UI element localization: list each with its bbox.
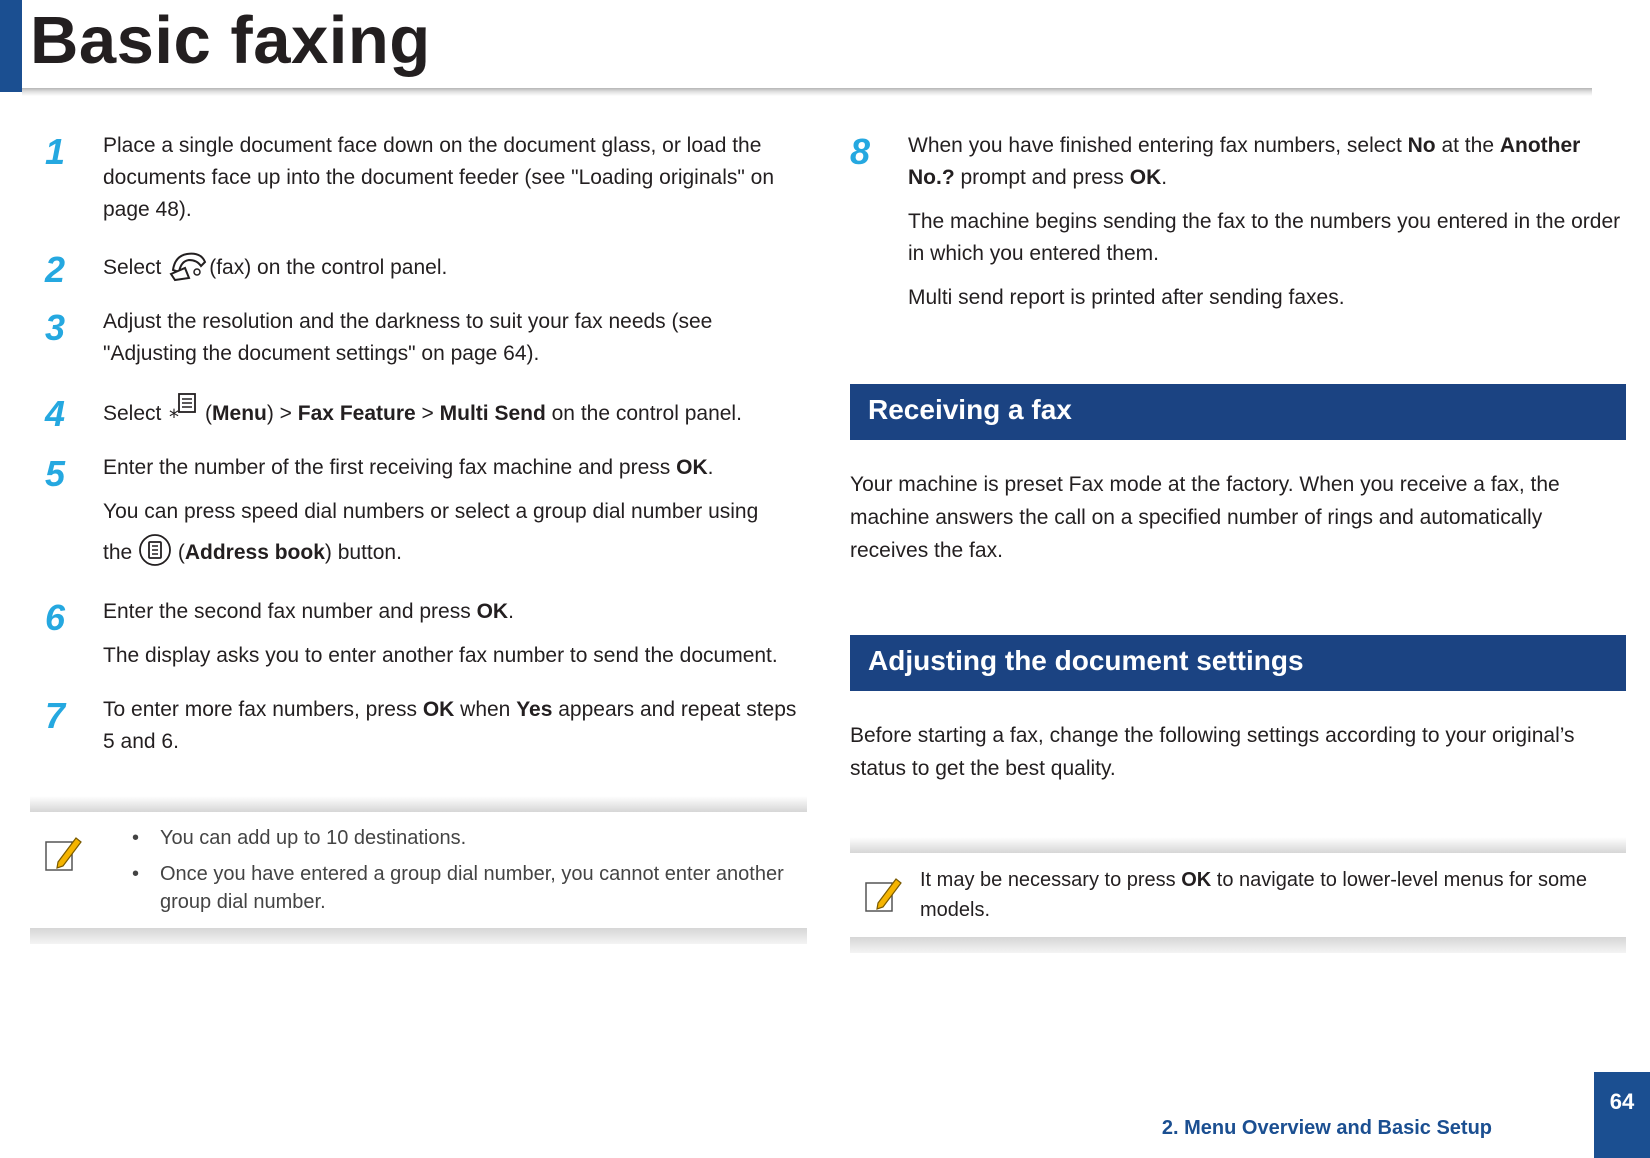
step-text-part: To enter more fax numbers, press: [103, 698, 423, 721]
step-text: [103, 694, 807, 758]
step-7: [45, 694, 807, 758]
fax-feature-label: Fax Feature: [297, 402, 416, 425]
step-text: [103, 392, 807, 430]
step-1: [45, 130, 807, 226]
fax-icon: [167, 248, 209, 282]
step-number: 6: [45, 597, 66, 638]
note-pencil-icon: [864, 873, 902, 913]
page-number: 64: [1594, 1072, 1650, 1158]
section-heading-adjusting: Adjusting the document settings: [850, 635, 1626, 691]
step-text: [103, 596, 807, 628]
step-number: 8: [850, 131, 871, 172]
note-text: [920, 865, 1616, 925]
svg-text:*: *: [169, 405, 180, 426]
step-text: [103, 532, 807, 574]
step-text: You can press speed dial numbers or select a group dial number using: [103, 500, 759, 523]
step-text-part: When you have finished entering fax numbers, select: [908, 134, 1408, 157]
step-text-part: (fax) on the control panel.: [209, 256, 448, 279]
step-text-part: ) button.: [324, 541, 402, 564]
step-text-part: Select: [103, 256, 168, 279]
right-column: [850, 130, 1626, 953]
step-text-part: the: [103, 541, 139, 564]
step-text-part: Enter the number of the first receiving fax machine and press: [103, 456, 677, 479]
footer-chapter: 2. Menu Overview and Basic Setup: [1161, 1117, 1492, 1139]
step-text-part: >: [415, 402, 440, 425]
step-text-part: .: [707, 456, 714, 479]
step-text-part: at the: [1435, 134, 1500, 157]
note-item: • Once you have entered a group dial number, you cannot enter another group dial number.: [130, 860, 797, 916]
step-text-part: Select: [103, 402, 168, 425]
no-label: No: [1407, 134, 1436, 157]
note-item: • You can add up to 10 destinations.: [130, 824, 797, 852]
ok-label: OK: [422, 698, 455, 721]
step-4: [45, 392, 807, 434]
step-3: [45, 306, 807, 370]
multi-send-label: Multi Send: [439, 402, 546, 425]
step-number: 3: [45, 307, 66, 348]
page-title: Basic faxing: [30, 3, 431, 78]
step-text-part: (: [199, 402, 213, 425]
step-text-part: Enter the second fax number and press: [103, 600, 477, 623]
menu-label: Menu: [212, 402, 267, 425]
step-text-part: .: [508, 600, 514, 623]
step-text: [103, 452, 807, 484]
note-box: [30, 796, 807, 944]
step-text: Place a single document face down on the document glass, or load the documents face up into the document feeder (see "Loading originals" on page 48).: [103, 134, 775, 221]
title-rule: [22, 88, 1592, 96]
step-text-part: prompt and press: [954, 166, 1130, 189]
adjusting-body: Before starting a fax, change the following settings according to your original’s status to get the best quality.: [850, 724, 1575, 780]
step-text: [103, 248, 807, 284]
step-text-part: .: [1161, 166, 1168, 189]
note-pencil-icon: [44, 832, 82, 872]
step-5: [45, 452, 807, 574]
step-text-part: (: [172, 541, 185, 564]
title-accent-bar: [0, 0, 22, 92]
step-2: [45, 248, 807, 290]
step-text: The machine begins sending the fax to the numbers you entered in the order in which you entered them.: [908, 210, 1621, 265]
address-book-label: Address book: [184, 541, 325, 564]
step-number: 2: [45, 249, 66, 290]
address-book-icon: [138, 533, 172, 567]
note-box: [850, 837, 1626, 953]
step-8: [850, 130, 1626, 314]
ok-label: OK: [476, 600, 509, 623]
step-text: The display asks you to enter another fax number to send the document.: [103, 644, 778, 667]
section-heading-receiving: Receiving a fax: [850, 384, 1626, 440]
step-text: Multi send report is printed after sending faxes.: [908, 286, 1345, 309]
step-number: 1: [45, 131, 66, 172]
ok-label: OK: [676, 456, 708, 479]
step-text-part: ) >: [266, 402, 298, 425]
note-list: [130, 824, 797, 916]
note-text-part: to navigate to lower-level menus for some models.: [920, 869, 1587, 921]
step-number: 7: [45, 695, 66, 736]
ok-label: OK: [1129, 166, 1162, 189]
receiving-body: Your machine is preset Fax mode at the factory. When you receive a fax, the machine answers the call on a specified number of rings and automatically receives the fax.: [850, 473, 1560, 562]
step-text-part: appears and repeat steps 5 and 6.: [103, 698, 797, 753]
ok-label: OK: [1181, 869, 1212, 891]
menu-icon: [167, 392, 199, 426]
step-text: [908, 130, 1626, 194]
step-text-part: when: [454, 698, 517, 721]
left-column: [45, 130, 807, 944]
step-text: Adjust the resolution and the darkness to suit your fax needs (see "Adjusting the document settings" on page 64).: [103, 310, 713, 365]
step-text-part: on the control panel.: [545, 402, 742, 425]
note-text-part: It may be necessary to press: [920, 869, 1182, 891]
another-no-label: Another No.?: [908, 134, 1581, 189]
step-number: 5: [45, 453, 66, 494]
yes-label: Yes: [516, 698, 553, 721]
step-6: [45, 596, 807, 672]
step-number: 4: [45, 393, 66, 434]
